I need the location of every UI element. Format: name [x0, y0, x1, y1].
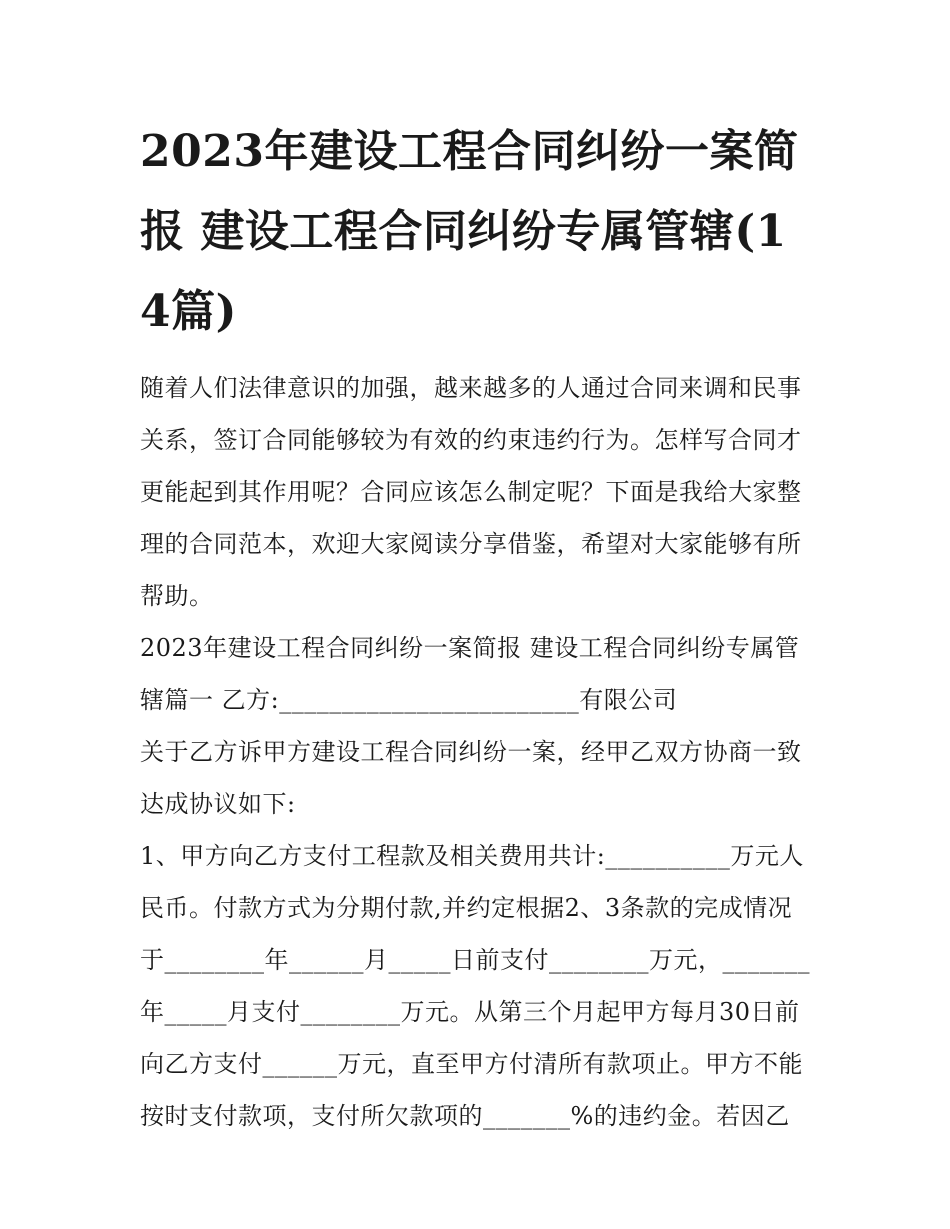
document-title: 2023年建设工程合同纠纷一案简报 建设工程合同纠纷专属管辖(14篇)	[140, 126, 799, 337]
intro-paragraph: 随着人们法律意识的加强，越来越多的人通过合同来调和民事关系，签订合同能够较为有效的约束违约行为。怎样写合同才更能起到其作用呢？合同应该怎么制定呢？下面是我给大家整理的合同范本，欢迎大家阅读分享借鉴，希望对大家能够有所帮助。	[140, 374, 802, 610]
agreement-intro-paragraph: 关于乙方诉甲方建设工程合同纠纷一案，经甲乙双方协商一致达成协议如下:	[140, 738, 802, 818]
document-body	[140, 112, 815, 1142]
section-heading-paragraph: 2023年建设工程合同纠纷一案简报 建设工程合同纠纷专属管辖篇一 乙方:________________________有限公司	[140, 634, 800, 714]
clause-1-paragraph: 1、甲方向乙方支付工程款及相关费用共计:__________万元人民币。付款方式为分期付款,并约定根据2、3条款的完成情况于________年______月_____日前支付________万元，_______年_____月支付________万元。从第三个月起甲方每月30日前向乙方支付______万元，直至甲方付清所有款项止。甲方不能按时支付款项，支付所欠款项的_______%的违约金。若因乙	[140, 842, 810, 1130]
